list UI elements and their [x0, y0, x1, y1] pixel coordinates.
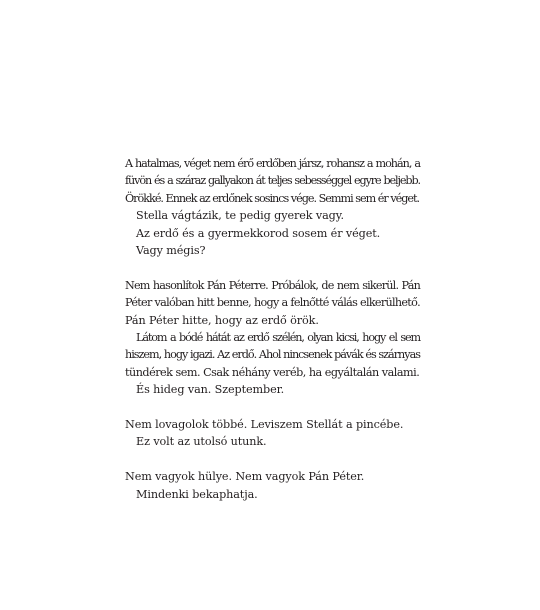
section-break: [125, 399, 420, 416]
text-line: Mindenki bekaphatja.: [136, 487, 258, 501]
text-line: Nem vagyok hülye. Nem vagyok Pán Péter.: [125, 470, 365, 484]
text-line: Pán Péter hitte, hogy az erdő örök.: [125, 313, 319, 327]
section-break: [125, 259, 420, 276]
text-line: Nem lovagolok többé. Leviszem Stellát a pincébe.: [125, 418, 404, 432]
text-line: hiszem, hogy igazi. Az erdő. Ahol nincsenek pávák és szárnyas: [125, 348, 420, 362]
text-line: És hideg van. Szeptember.: [136, 383, 285, 397]
text-line: Az erdő és a gyermekkorod sosem ér véget.: [136, 226, 381, 240]
text-line: Vagy mégis?: [136, 244, 206, 258]
text-line: Örökké. Ennek az erdőnek sosincs vége. Semmi sem ér véget.: [125, 191, 420, 205]
text-line: tündérek sem. Csak néhány veréb, ha egyáltalán valami.: [125, 365, 420, 379]
text-line: füvön és a száraz gallyakon át teljes sebességgel egyre beljebb.: [125, 174, 420, 188]
text-line: Ez volt az utolsó utunk.: [136, 435, 267, 449]
section-break: [125, 451, 420, 468]
text-line: Nem hasonlítok Pán Péterre. Próbálok, de nem sikerül. Pán: [125, 278, 420, 292]
text-line: Péter valóban hitt benne, hogy a felnőtté válás elkerülhető.: [125, 296, 420, 310]
text-line: Stella vágtázik, te pedig gyerek vagy.: [136, 209, 344, 223]
text-line: A hatalmas, véget nem érő erdőben jársz, rohansz a mohán, a: [125, 157, 420, 170]
text-line: Látom a bódé hátát az erdő szélén, olyan kicsi, hogy el sem: [136, 331, 420, 345]
body-text: [125, 155, 420, 503]
